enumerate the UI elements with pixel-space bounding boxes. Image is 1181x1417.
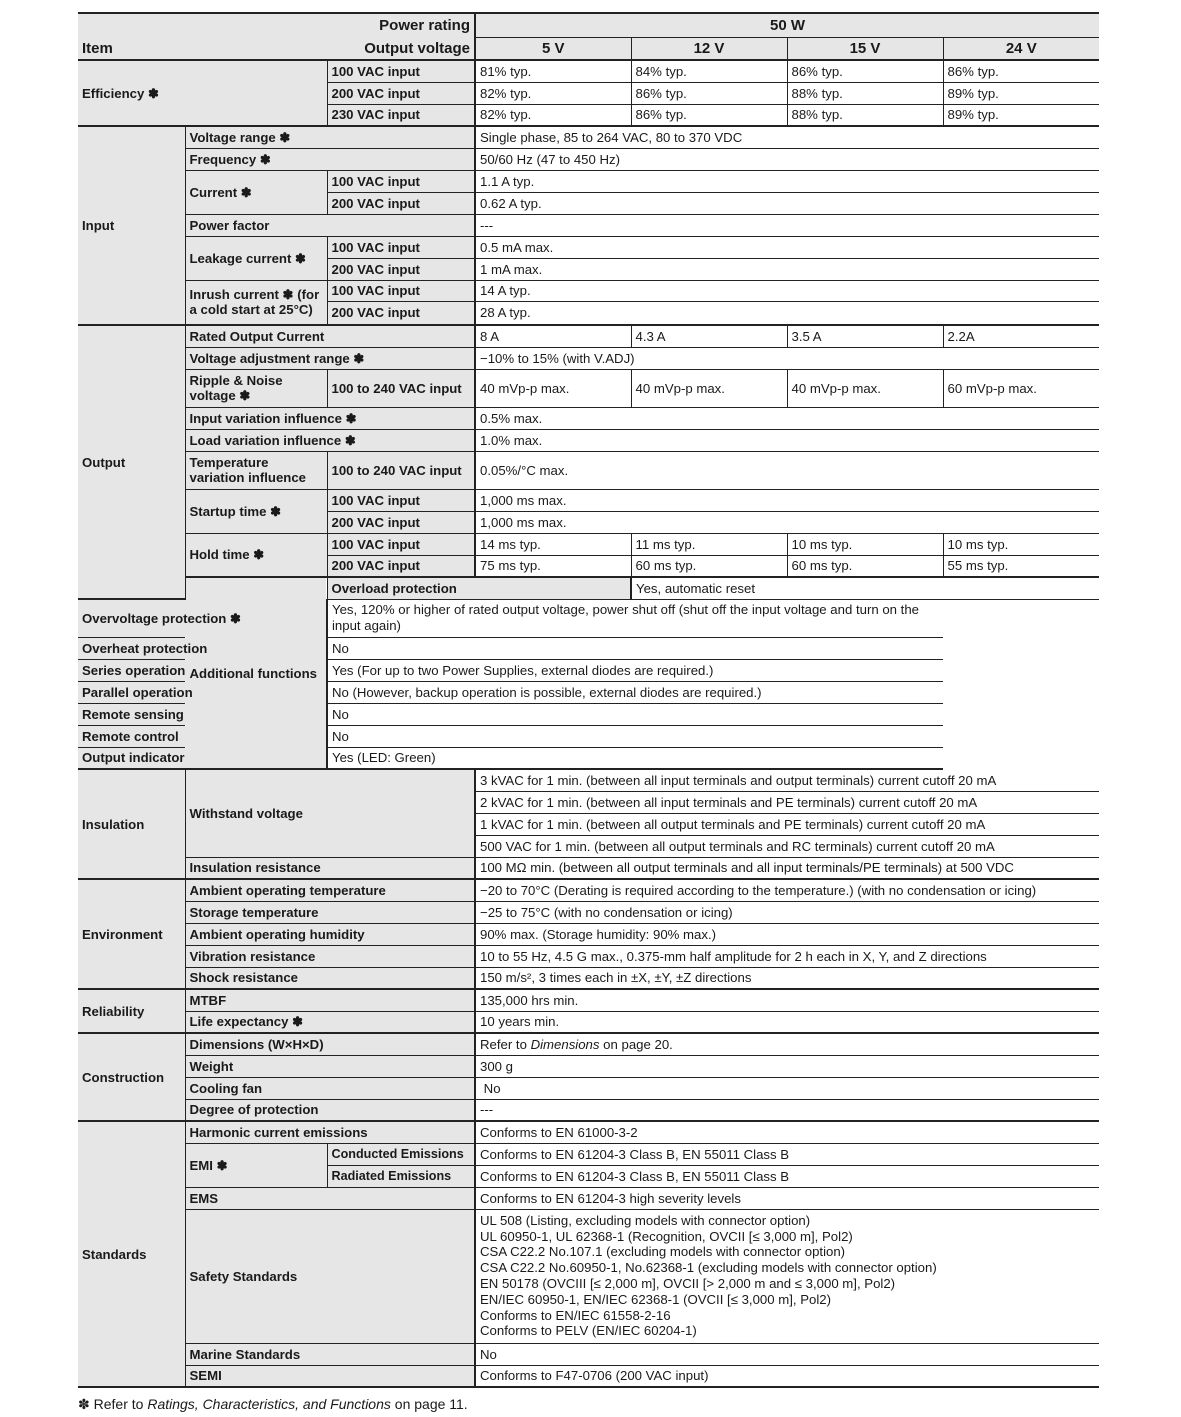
hold-value: 10 ms typ. bbox=[787, 533, 943, 555]
item-header: Item bbox=[78, 37, 327, 60]
insulation-resistance-label: Insulation resistance bbox=[185, 857, 475, 879]
power-rating-label: Power rating bbox=[78, 13, 475, 37]
spec-label: Output indicator bbox=[78, 747, 327, 769]
hold-value: 10 ms typ. bbox=[943, 533, 1099, 555]
standards-row bbox=[78, 1209, 1099, 1343]
emi-sub-label: Radiated Emissions bbox=[327, 1165, 475, 1187]
standards-row bbox=[78, 1143, 1099, 1165]
additional-functions-row bbox=[78, 725, 1099, 747]
spec-value: 90% max. (Storage humidity: 90% max.) bbox=[475, 923, 1099, 945]
semi-label: SEMI bbox=[185, 1365, 475, 1387]
spec-value: Yes (LED: Green) bbox=[327, 747, 943, 769]
input-category: Input bbox=[78, 126, 185, 325]
voltage-adjust-value: −10% to 15% (with V.ADJ) bbox=[475, 347, 1099, 369]
spec-label: Remote control bbox=[78, 725, 327, 747]
ems-value: Conforms to EN 61204-3 high severity levels bbox=[475, 1187, 1099, 1209]
spec-label: Remote sensing bbox=[78, 703, 327, 725]
harmonic-value: Conforms to EN 61000-3-2 bbox=[475, 1121, 1099, 1143]
inrush-value: 28 A typ. bbox=[475, 301, 1099, 325]
additional-functions-row bbox=[78, 637, 1099, 659]
insulation-row bbox=[78, 857, 1099, 879]
standards-row bbox=[78, 1187, 1099, 1209]
efficiency-row bbox=[78, 60, 1099, 82]
voltage-15v-header: 15 V bbox=[787, 37, 943, 60]
additional-functions-row bbox=[78, 599, 1099, 637]
frequency-value: 50/60 Hz (47 to 450 Hz) bbox=[475, 148, 1099, 170]
construction-row bbox=[78, 1033, 1099, 1055]
spec-value: --- bbox=[475, 1099, 1099, 1121]
safety-standard-line: CSA C22.2 No.107.1 (excluding models with connector option) bbox=[480, 1244, 846, 1260]
safety-standard-line: UL 508 (Listing, excluding models with connector option) bbox=[480, 1212, 811, 1228]
rated-current-label: Rated Output Current bbox=[185, 325, 475, 347]
temperature-variation-label: Temperature variation influence bbox=[185, 451, 327, 489]
spec-value: 10 to 55 Hz, 4.5 G max., 0.375-mm half amplitude for 2 h each in X, Y, and Z directions bbox=[475, 945, 1099, 967]
spec-label: Parallel operation bbox=[78, 681, 327, 703]
input-row bbox=[78, 214, 1099, 236]
input-row bbox=[78, 126, 1099, 148]
current-label: Current ✽ bbox=[185, 170, 327, 214]
footnote-italic: Ratings, Characteristics, and Functions bbox=[147, 1396, 391, 1412]
safety-standard-line: UL 60950-1, UL 62368-1 (Recognition, OVCII [≤ 3,000 m], Pol2) bbox=[480, 1228, 853, 1244]
voltage-5v-header: 5 V bbox=[475, 37, 631, 60]
hold-value: 14 ms typ. bbox=[475, 533, 631, 555]
input-condition: 100 VAC input bbox=[327, 60, 475, 82]
harmonic-label: Harmonic current emissions bbox=[185, 1121, 475, 1143]
input-row bbox=[78, 280, 1099, 301]
output-row bbox=[78, 489, 1099, 511]
output-category: Output bbox=[78, 325, 185, 599]
efficiency-label: Efficiency ✽ bbox=[78, 60, 327, 126]
leakage-value: 0.5 mA max. bbox=[475, 236, 1099, 258]
power-rating-value: 50 W bbox=[475, 13, 1099, 37]
withstand-value: 500 VAC for 1 min. (between all output terminals and RC terminals) current cutoff 20 mA bbox=[475, 835, 1099, 857]
dimensions-suffix: on page 20. bbox=[599, 1036, 673, 1052]
temperature-variation-value: 0.05%/°C max. bbox=[475, 451, 1099, 489]
ripple-value: 60 mVp-p max. bbox=[943, 369, 1099, 407]
rated-current-value: 3.5 A bbox=[787, 325, 943, 347]
startup-value: 1,000 ms max. bbox=[475, 511, 1099, 533]
input-variation-value: 0.5% max. bbox=[475, 407, 1099, 429]
rated-current-value: 4.3 A bbox=[631, 325, 787, 347]
withstand-value: 1 kVAC for 1 min. (between all output terminals and PE terminals) current cutoff 20 mA bbox=[475, 813, 1099, 835]
inrush-value: 14 A typ. bbox=[475, 280, 1099, 301]
spec-label: Series operation bbox=[78, 659, 327, 681]
hold-value: 60 ms typ. bbox=[787, 555, 943, 577]
marine-standards-value: No bbox=[475, 1343, 1099, 1365]
input-row bbox=[78, 148, 1099, 170]
spec-value: Yes, 120% or higher of rated output voltage, power shut off (shut off the input voltage and turn on the input again) bbox=[327, 599, 943, 637]
efficiency-value: 88% typ. bbox=[787, 104, 943, 126]
hold-time-label: Hold time ✽ bbox=[185, 533, 327, 577]
spec-value: No bbox=[327, 725, 943, 747]
frequency-label: Frequency ✽ bbox=[185, 148, 475, 170]
rated-current-value: 2.2A bbox=[943, 325, 1099, 347]
standards-row bbox=[78, 1365, 1099, 1387]
insulation-category: Insulation bbox=[78, 769, 185, 879]
efficiency-value: 86% typ. bbox=[787, 60, 943, 82]
efficiency-value: 86% typ. bbox=[943, 60, 1099, 82]
standards-category: Standards bbox=[78, 1121, 185, 1387]
output-row bbox=[78, 347, 1099, 369]
hold-value: 60 ms typ. bbox=[631, 555, 787, 577]
safety-standard-line: EN 50178 (OVCIII [≤ 2,000 m], OVCII [> 2,000 m and ≤ 3,000 m], Pol2) bbox=[480, 1276, 896, 1291]
voltage-12v-header: 12 V bbox=[631, 37, 787, 60]
spec-label: Degree of protection bbox=[185, 1099, 475, 1121]
efficiency-value: 86% typ. bbox=[631, 104, 787, 126]
ripple-value: 40 mVp-p max. bbox=[475, 369, 631, 407]
spec-value: 135,000 hrs min. bbox=[475, 989, 1099, 1011]
spec-label: Overload protection bbox=[327, 577, 631, 599]
output-voltage-label: Output voltage bbox=[327, 37, 475, 60]
input-condition: 230 VAC input bbox=[327, 104, 475, 126]
efficiency-value: 82% typ. bbox=[475, 104, 631, 126]
voltage-range-value: Single phase, 85 to 264 VAC, 80 to 370 VDC bbox=[475, 126, 1099, 148]
startup-value: 1,000 ms max. bbox=[475, 489, 1099, 511]
input-condition: 200 VAC input bbox=[327, 192, 475, 214]
emi-value: Conforms to EN 61204-3 Class B, EN 55011 Class B bbox=[475, 1165, 1099, 1187]
insulation-row bbox=[78, 769, 1099, 791]
spec-label: Storage temperature bbox=[185, 901, 475, 923]
safety-standards-label: Safety Standards bbox=[185, 1209, 475, 1343]
efficiency-value: 88% typ. bbox=[787, 82, 943, 104]
emi-sub-label: Conducted Emissions bbox=[327, 1143, 475, 1165]
input-condition: 100 VAC input bbox=[327, 533, 475, 555]
specifications-table bbox=[78, 12, 1099, 1388]
hold-value: 75 ms typ. bbox=[475, 555, 631, 577]
spec-value: −25 to 75°C (with no condensation or icing) bbox=[475, 901, 1099, 923]
spec-sheet bbox=[78, 12, 1099, 1388]
safety-standard-line: Conforms to EN/IEC 61558-2-16 bbox=[480, 1307, 671, 1323]
spec-value: −20 to 70°C (Derating is required according to the temperature.) (with no condensation or icing) bbox=[475, 879, 1099, 901]
safety-standard-line: Conforms to PELV (EN/IEC 60204-1) bbox=[480, 1323, 697, 1339]
spec-label: Cooling fan bbox=[185, 1077, 475, 1099]
dimensions-label: Dimensions (W×H×D) bbox=[185, 1033, 475, 1055]
spec-value: Yes (For up to two Power Supplies, external diodes are required.) bbox=[327, 659, 943, 681]
efficiency-value: 86% typ. bbox=[631, 82, 787, 104]
spec-label: Ambient operating temperature bbox=[185, 879, 475, 901]
current-value: 1.1 A typ. bbox=[475, 170, 1099, 192]
environment-category: Environment bbox=[78, 879, 185, 989]
output-row bbox=[78, 429, 1099, 451]
spec-value: 300 g bbox=[475, 1055, 1099, 1077]
ems-label: EMS bbox=[185, 1187, 475, 1209]
footnote-star: ✽ bbox=[78, 1396, 90, 1412]
input-condition: 100 to 240 VAC input bbox=[327, 451, 475, 489]
power-factor-label: Power factor bbox=[185, 214, 475, 236]
standards-row bbox=[78, 1121, 1099, 1143]
output-row bbox=[78, 451, 1099, 489]
spec-value: Yes, automatic reset bbox=[631, 577, 1099, 599]
input-row bbox=[78, 236, 1099, 258]
ripple-noise-label: Ripple & Noise voltage ✽ bbox=[185, 369, 327, 407]
spec-label: Ambient operating humidity bbox=[185, 923, 475, 945]
efficiency-value: 81% typ. bbox=[475, 60, 631, 82]
emi-label: EMI ✽ bbox=[185, 1143, 327, 1187]
output-row bbox=[78, 325, 1099, 347]
environment-row bbox=[78, 879, 1099, 901]
spec-label: Weight bbox=[185, 1055, 475, 1077]
environment-row bbox=[78, 945, 1099, 967]
input-row bbox=[78, 170, 1099, 192]
reliability-row bbox=[78, 1011, 1099, 1033]
spec-value: No (However, backup operation is possible, external diodes are required.) bbox=[327, 681, 943, 703]
spec-label: Overheat protection bbox=[78, 637, 327, 659]
ripple-value: 40 mVp-p max. bbox=[631, 369, 787, 407]
dimensions-link-text: Dimensions bbox=[530, 1036, 600, 1052]
construction-row bbox=[78, 1099, 1099, 1121]
efficiency-value: 82% typ. bbox=[475, 82, 631, 104]
ripple-value: 40 mVp-p max. bbox=[787, 369, 943, 407]
spec-label: Vibration resistance bbox=[185, 945, 475, 967]
output-row bbox=[78, 407, 1099, 429]
withstand-value: 2 kVAC for 1 min. (between all input terminals and PE terminals) current cutoff 20 mA bbox=[475, 791, 1099, 813]
semi-value: Conforms to F47-0706 (200 VAC input) bbox=[475, 1365, 1099, 1387]
efficiency-value: 89% typ. bbox=[943, 82, 1099, 104]
load-variation-value: 1.0% max. bbox=[475, 429, 1099, 451]
header-row-2 bbox=[78, 37, 1099, 60]
input-condition: 100 VAC input bbox=[327, 236, 475, 258]
voltage-24v-header: 24 V bbox=[943, 37, 1099, 60]
leakage-value: 1 mA max. bbox=[475, 258, 1099, 280]
footnote-suffix: on page 11. bbox=[390, 1396, 468, 1412]
header-row-1 bbox=[78, 13, 1099, 37]
spec-value: No bbox=[327, 637, 943, 659]
additional-functions-category: Additional functions bbox=[185, 577, 327, 769]
construction-row bbox=[78, 1077, 1099, 1099]
environment-row bbox=[78, 923, 1099, 945]
withstand-value: 3 kVAC for 1 min. (between all input terminals and output terminals) current cutoff 20 mA bbox=[475, 769, 1099, 791]
voltage-adjust-label: Voltage adjustment range ✽ bbox=[185, 347, 475, 369]
spec-value: 150 m/s², 3 times each in ±X, ±Y, ±Z directions bbox=[475, 967, 1099, 989]
footnote-prefix: Refer to bbox=[89, 1396, 148, 1412]
power-factor-value: --- bbox=[475, 214, 1099, 236]
dimensions-prefix: Refer to bbox=[480, 1036, 531, 1052]
reliability-row bbox=[78, 989, 1099, 1011]
withstand-voltage-label: Withstand voltage bbox=[185, 769, 475, 857]
input-condition: 100 VAC input bbox=[327, 489, 475, 511]
emi-value: Conforms to EN 61204-3 Class B, EN 55011 Class B bbox=[475, 1143, 1099, 1165]
input-condition: 100 to 240 VAC input bbox=[327, 369, 475, 407]
additional-functions-row bbox=[78, 577, 1099, 599]
spec-label: Shock resistance bbox=[185, 967, 475, 989]
safety-standards-value bbox=[475, 1209, 1099, 1343]
input-condition: 100 VAC input bbox=[327, 170, 475, 192]
spec-value: No bbox=[475, 1077, 1099, 1099]
additional-functions-row bbox=[78, 681, 1099, 703]
spec-value: 10 years min. bbox=[475, 1011, 1099, 1033]
insulation-resistance-value: 100 MΩ min. (between all output terminals and all input terminals/PE terminals) at 500 VDC bbox=[475, 857, 1099, 879]
dimensions-value bbox=[475, 1033, 1099, 1055]
marine-standards-label: Marine Standards bbox=[185, 1343, 475, 1365]
additional-functions-row bbox=[78, 703, 1099, 725]
output-row bbox=[78, 533, 1099, 555]
voltage-range-label: Voltage range ✽ bbox=[185, 126, 475, 148]
input-condition: 200 VAC input bbox=[327, 301, 475, 325]
spec-value: No bbox=[327, 703, 943, 725]
spec-label: Life expectancy ✽ bbox=[185, 1011, 475, 1033]
inrush-current-label: Inrush current ✽ (for a cold start at 25°C) bbox=[185, 280, 327, 325]
input-variation-label: Input variation influence ✽ bbox=[185, 407, 475, 429]
load-variation-label: Load variation influence ✽ bbox=[185, 429, 475, 451]
input-condition: 200 VAC input bbox=[327, 258, 475, 280]
input-condition: 100 VAC input bbox=[327, 280, 475, 301]
footnote bbox=[78, 1396, 468, 1413]
spec-label: MTBF bbox=[185, 989, 475, 1011]
environment-row bbox=[78, 967, 1099, 989]
safety-standard-line: CSA C22.2 No.60950-1, No.62368-1 (excluding models with connector option) bbox=[480, 1260, 937, 1276]
safety-standard-line: EN/IEC 60950-1, EN/IEC 62368-1 (OVCII [≤ 3,000 m], Pol2) bbox=[480, 1291, 832, 1307]
input-condition: 200 VAC input bbox=[327, 555, 475, 577]
input-condition: 200 VAC input bbox=[327, 511, 475, 533]
environment-row bbox=[78, 901, 1099, 923]
efficiency-value: 84% typ. bbox=[631, 60, 787, 82]
efficiency-value: 89% typ. bbox=[943, 104, 1099, 126]
additional-functions-row bbox=[78, 747, 1099, 769]
reliability-category: Reliability bbox=[78, 989, 185, 1033]
input-condition: 200 VAC input bbox=[327, 82, 475, 104]
hold-value: 11 ms typ. bbox=[631, 533, 787, 555]
current-value: 0.62 A typ. bbox=[475, 192, 1099, 214]
standards-row bbox=[78, 1343, 1099, 1365]
output-row bbox=[78, 369, 1099, 407]
spec-label: Overvoltage protection ✽ bbox=[78, 599, 327, 637]
startup-time-label: Startup time ✽ bbox=[185, 489, 327, 533]
construction-row bbox=[78, 1055, 1099, 1077]
hold-value: 55 ms typ. bbox=[943, 555, 1099, 577]
leakage-current-label: Leakage current ✽ bbox=[185, 236, 327, 280]
construction-category: Construction bbox=[78, 1033, 185, 1121]
rated-current-value: 8 A bbox=[475, 325, 631, 347]
